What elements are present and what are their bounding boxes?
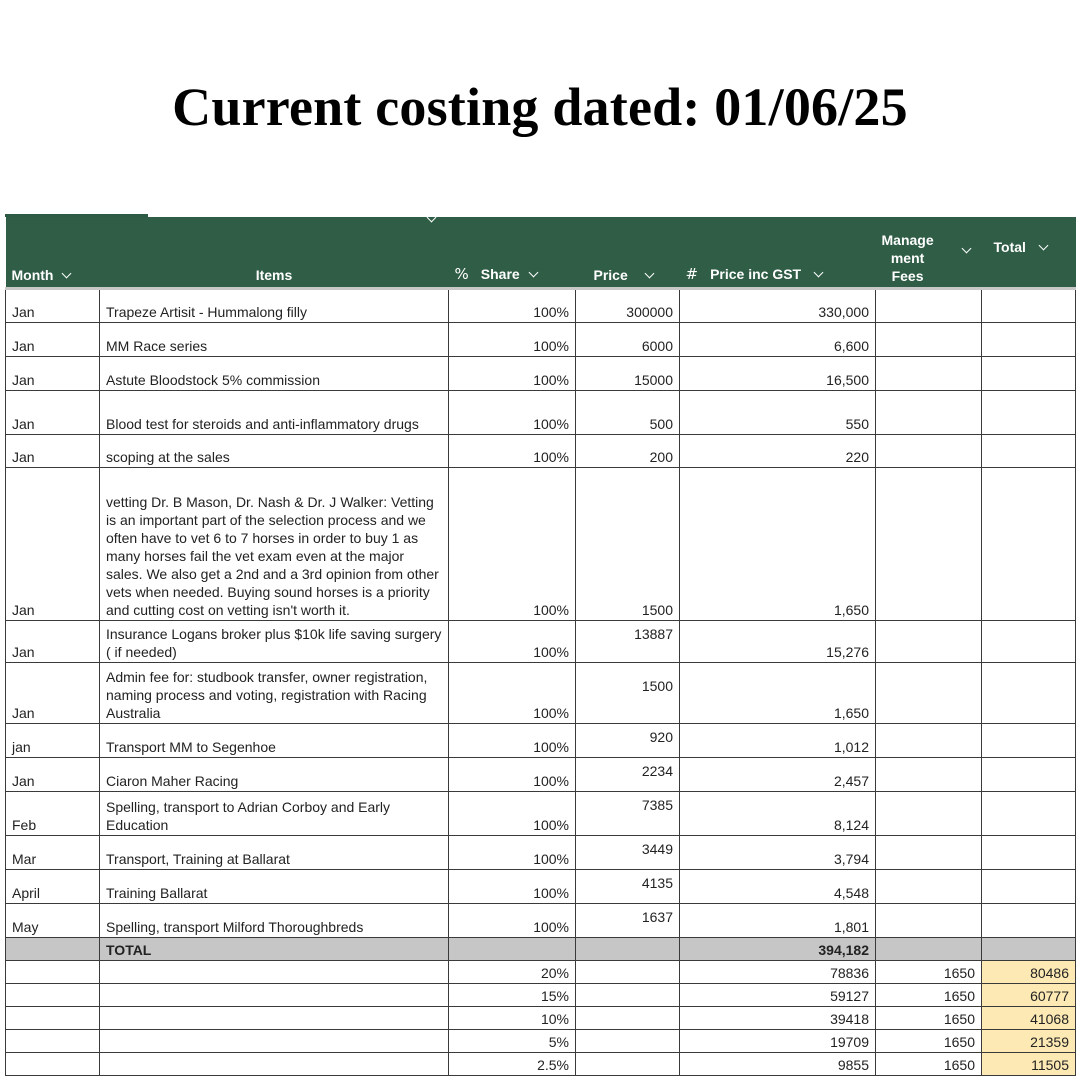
share-cell[interactable]: 100%: [449, 724, 576, 758]
total-gst-value[interactable]: 394,182: [680, 938, 876, 961]
empty-cell[interactable]: [6, 984, 100, 1007]
price-inc-gst-cell[interactable]: 1,650: [680, 468, 876, 621]
item-cell[interactable]: scoping at the sales: [100, 435, 449, 468]
table-row: [6, 836, 1076, 870]
share-mgmt-cell[interactable]: 1650: [876, 1030, 982, 1053]
price-inc-gst-cell[interactable]: 15,276: [680, 621, 876, 663]
price-inc-gst-cell[interactable]: 1,650: [680, 663, 876, 724]
header-management-fees[interactable]: Manage ment Fees: [876, 217, 982, 289]
price-cell[interactable]: 1500: [576, 663, 680, 724]
item-cell[interactable]: Transport, Training at Ballarat: [100, 836, 449, 870]
share-cell[interactable]: 100%: [449, 792, 576, 836]
price-cell[interactable]: 2234: [576, 758, 680, 792]
chevron-down-icon[interactable]: [814, 268, 824, 278]
total-cell[interactable]: [982, 870, 1076, 904]
share-gst-cell[interactable]: 78836: [680, 961, 876, 984]
item-cell[interactable]: Insurance Logans broker plus $10k life saving surgery ( if needed): [100, 621, 449, 663]
table-row: [6, 870, 1076, 904]
share-percent-cell[interactable]: 15%: [449, 984, 576, 1007]
total-row: [6, 938, 1076, 961]
mgmt-fee-cell[interactable]: [876, 468, 982, 621]
share-gst-cell[interactable]: 9855: [680, 1053, 876, 1076]
share-mgmt-cell[interactable]: 1650: [876, 1007, 982, 1030]
price-inc-gst-cell[interactable]: 8,124: [680, 792, 876, 836]
table-row: [6, 904, 1076, 938]
month-cell[interactable]: Jan: [6, 758, 100, 792]
total-label[interactable]: TOTAL: [100, 938, 449, 961]
total-cell[interactable]: [982, 391, 1076, 435]
price-inc-gst-cell[interactable]: 2,457: [680, 758, 876, 792]
total-cell[interactable]: [982, 357, 1076, 391]
table-row: [6, 289, 1076, 323]
total-total-cell[interactable]: [982, 938, 1076, 961]
price-inc-gst-cell[interactable]: 1,801: [680, 904, 876, 938]
share-row: [6, 1053, 1076, 1076]
chevron-down-icon[interactable]: [62, 269, 72, 279]
table-row: [6, 758, 1076, 792]
share-row: [6, 1007, 1076, 1030]
empty-cell[interactable]: [6, 1053, 100, 1076]
empty-cell[interactable]: [100, 984, 449, 1007]
share-mgmt-cell[interactable]: 1650: [876, 961, 982, 984]
total-cell[interactable]: [982, 435, 1076, 468]
item-cell[interactable]: Transport MM to Segenhoe: [100, 724, 449, 758]
month-cell[interactable]: Jan: [6, 468, 100, 621]
header-month[interactable]: Month: [6, 217, 100, 289]
item-cell[interactable]: Trapeze Artisit - Hummalong filly: [100, 289, 449, 323]
mgmt-fee-cell[interactable]: [876, 391, 982, 435]
mgmt-fee-cell[interactable]: [876, 758, 982, 792]
mgmt-fee-cell[interactable]: [876, 357, 982, 391]
total-cell[interactable]: [982, 468, 1076, 621]
item-cell[interactable]: Training Ballarat: [100, 870, 449, 904]
mgmt-fee-cell[interactable]: [876, 323, 982, 357]
chevron-down-icon[interactable]: [426, 213, 436, 223]
header-share[interactable]: % Share: [449, 217, 576, 289]
item-cell[interactable]: Spelling, transport Milford Thoroughbreds: [100, 904, 449, 938]
month-cell[interactable]: Jan: [6, 391, 100, 435]
cost-table[interactable]: [5, 217, 1076, 1076]
empty-cell[interactable]: [100, 1030, 449, 1053]
share-cell[interactable]: 100%: [449, 663, 576, 724]
item-cell[interactable]: Astute Bloodstock 5% commission: [100, 357, 449, 391]
chevron-down-icon[interactable]: [1038, 241, 1048, 251]
total-cell[interactable]: [982, 724, 1076, 758]
share-cell[interactable]: 100%: [449, 468, 576, 621]
share-cell[interactable]: 100%: [449, 758, 576, 792]
price-inc-gst-cell[interactable]: 16,500: [680, 357, 876, 391]
empty-cell[interactable]: [576, 961, 680, 984]
item-cell[interactable]: MM Race series: [100, 323, 449, 357]
share-cell[interactable]: 100%: [449, 904, 576, 938]
total-share-cell[interactable]: [449, 938, 576, 961]
month-cell[interactable]: Jan: [6, 621, 100, 663]
month-cell[interactable]: Jan: [6, 323, 100, 357]
month-cell[interactable]: April: [6, 870, 100, 904]
price-cell[interactable]: 4135: [576, 870, 680, 904]
share-percent-cell[interactable]: 20%: [449, 961, 576, 984]
price-inc-gst-cell[interactable]: 220: [680, 435, 876, 468]
total-mgmt-cell[interactable]: [876, 938, 982, 961]
page-title: Current costing dated: 01/06/25: [172, 77, 908, 137]
header-row: [6, 217, 1076, 289]
price-cell[interactable]: 3449: [576, 836, 680, 870]
table-row: [6, 357, 1076, 391]
mgmt-fee-cell[interactable]: [876, 904, 982, 938]
empty-cell[interactable]: [100, 1053, 449, 1076]
empty-cell[interactable]: [576, 1007, 680, 1030]
total-cell[interactable]: [982, 663, 1076, 724]
chevron-down-icon[interactable]: [961, 244, 971, 254]
price-cell[interactable]: 1637: [576, 904, 680, 938]
price-cell[interactable]: 920: [576, 724, 680, 758]
mgmt-fee-cell[interactable]: [876, 724, 982, 758]
item-cell[interactable]: Blood test for steroids and anti-inflammatory drugs: [100, 391, 449, 435]
price-inc-gst-cell[interactable]: 550: [680, 391, 876, 435]
share-cell[interactable]: 100%: [449, 289, 576, 323]
share-percent-cell[interactable]: 2.5%: [449, 1053, 576, 1076]
total-cell[interactable]: [982, 621, 1076, 663]
empty-cell[interactable]: [100, 961, 449, 984]
month-cell[interactable]: Jan: [6, 289, 100, 323]
mgmt-fee-cell[interactable]: [876, 836, 982, 870]
share-cell[interactable]: 100%: [449, 836, 576, 870]
item-cell[interactable]: Ciaron Maher Racing: [100, 758, 449, 792]
share-gst-cell[interactable]: 39418: [680, 1007, 876, 1030]
empty-cell[interactable]: [6, 1007, 100, 1030]
empty-cell[interactable]: [576, 1053, 680, 1076]
mgmt-fee-cell[interactable]: [876, 289, 982, 323]
share-cell[interactable]: 100%: [449, 870, 576, 904]
share-cell[interactable]: 100%: [449, 621, 576, 663]
table-row: [6, 663, 1076, 724]
share-total-cell[interactable]: 21359: [982, 1030, 1076, 1053]
hash-icon: #: [685, 265, 699, 283]
share-percent-cell[interactable]: 10%: [449, 1007, 576, 1030]
empty-cell[interactable]: [6, 961, 100, 984]
month-cell[interactable]: Mar: [6, 836, 100, 870]
price-inc-gst-cell[interactable]: 3,794: [680, 836, 876, 870]
month-cell[interactable]: May: [6, 904, 100, 938]
chevron-down-icon[interactable]: [528, 268, 538, 278]
month-cell[interactable]: Feb: [6, 792, 100, 836]
price-cell[interactable]: 200: [576, 435, 680, 468]
header-total[interactable]: Total: [982, 217, 1076, 289]
table-row: [6, 468, 1076, 621]
header-price-inc-gst[interactable]: # Price inc GST: [680, 217, 876, 289]
table-row: [6, 621, 1076, 663]
total-price-cell[interactable]: [576, 938, 680, 961]
mgmt-fee-cell[interactable]: [876, 435, 982, 468]
table-row: [6, 435, 1076, 468]
empty-cell[interactable]: [100, 1007, 449, 1030]
price-cell[interactable]: 7385: [576, 792, 680, 836]
price-cell[interactable]: 6000: [576, 323, 680, 357]
item-cell[interactable]: vetting Dr. B Mason, Dr. Nash & Dr. J Walker: Vetting is an important part of the selection process and we often have to vet 6 to 7 horses in order to buy 1 as many horses fail the vet exam even at the major sales. We also get a 2nd and a 3rd opinion from other vets when needed. Buying sound horses is a priority and cutting cost on vetting isn't worth it.: [100, 468, 449, 621]
price-inc-gst-cell[interactable]: 6,600: [680, 323, 876, 357]
month-cell[interactable]: Jan: [6, 357, 100, 391]
total-cell[interactable]: [982, 836, 1076, 870]
share-gst-cell[interactable]: 59127: [680, 984, 876, 1007]
price-cell[interactable]: 500: [576, 391, 680, 435]
header-price[interactable]: Price: [576, 217, 680, 289]
percent-icon: %: [454, 265, 469, 283]
mgmt-fee-cell[interactable]: [876, 870, 982, 904]
price-inc-gst-cell[interactable]: 4,548: [680, 870, 876, 904]
share-row: [6, 1030, 1076, 1053]
total-month-cell[interactable]: [6, 938, 100, 961]
table-row: [6, 724, 1076, 758]
mgmt-fee-cell[interactable]: [876, 621, 982, 663]
item-cell[interactable]: Spelling, transport to Adrian Corboy and Early Education: [100, 792, 449, 836]
total-cell[interactable]: [982, 792, 1076, 836]
share-total-cell[interactable]: 60777: [982, 984, 1076, 1007]
share-mgmt-cell[interactable]: 1650: [876, 1053, 982, 1076]
share-cell[interactable]: 100%: [449, 323, 576, 357]
table-row: [6, 391, 1076, 435]
mgmt-fee-cell[interactable]: [876, 663, 982, 724]
empty-cell[interactable]: [576, 1030, 680, 1053]
total-cell[interactable]: [982, 904, 1076, 938]
price-inc-gst-cell[interactable]: 1,012: [680, 724, 876, 758]
share-cell[interactable]: 100%: [449, 391, 576, 435]
month-cell[interactable]: Jan: [6, 435, 100, 468]
empty-cell[interactable]: [576, 984, 680, 1007]
share-total-cell[interactable]: 80486: [982, 961, 1076, 984]
share-mgmt-cell[interactable]: 1650: [876, 984, 982, 1007]
month-cell[interactable]: jan: [6, 724, 100, 758]
month-cell[interactable]: Jan: [6, 663, 100, 724]
header-items[interactable]: Items: [100, 217, 449, 289]
share-cell[interactable]: 100%: [449, 357, 576, 391]
total-cell[interactable]: [982, 323, 1076, 357]
share-total-cell[interactable]: 11505: [982, 1053, 1076, 1076]
total-cell[interactable]: [982, 289, 1076, 323]
share-row: [6, 984, 1076, 1007]
price-cell[interactable]: 15000: [576, 357, 680, 391]
price-inc-gst-cell[interactable]: 330,000: [680, 289, 876, 323]
share-percent-cell[interactable]: 5%: [449, 1030, 576, 1053]
price-cell[interactable]: 13887: [576, 621, 680, 663]
price-cell[interactable]: 300000: [576, 289, 680, 323]
total-cell[interactable]: [982, 758, 1076, 792]
price-cell[interactable]: 1500: [576, 468, 680, 621]
share-gst-cell[interactable]: 19709: [680, 1030, 876, 1053]
mgmt-fee-cell[interactable]: [876, 792, 982, 836]
item-cell[interactable]: Admin fee for: studbook transfer, owner registration, naming process and voting, registration with Racing Australia: [100, 663, 449, 724]
share-total-cell[interactable]: 41068: [982, 1007, 1076, 1030]
table-row: [6, 323, 1076, 357]
share-cell[interactable]: 100%: [449, 435, 576, 468]
chevron-down-icon[interactable]: [644, 269, 654, 279]
share-row: [6, 961, 1076, 984]
table-row: [6, 792, 1076, 836]
empty-cell[interactable]: [6, 1030, 100, 1053]
